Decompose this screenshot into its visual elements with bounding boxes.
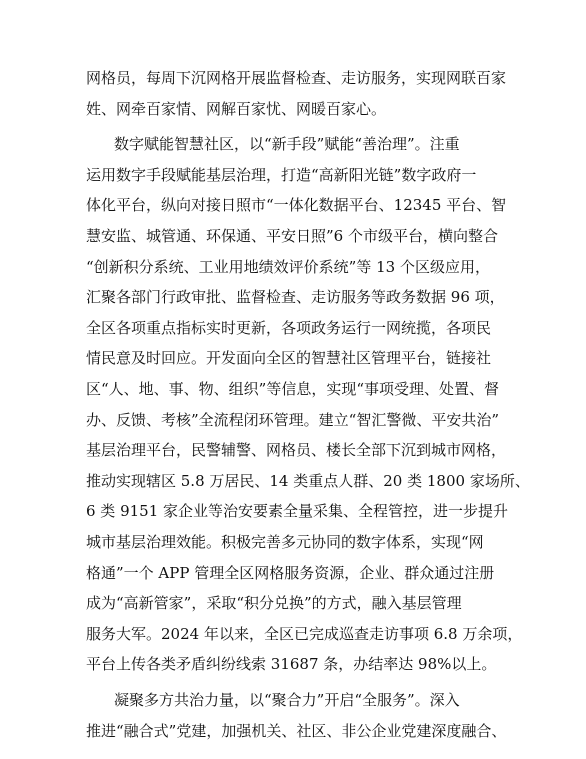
text-line: 格通”一个 APP 管理全区网格服务资源，企业、群众通过注册 (86, 564, 495, 582)
text-line: 服务大军。2024 年以来，全区已完成巡查走访事项 6.8 万余项， (86, 625, 523, 643)
text-line: 情民意及时回应。开发面向全区的智慧社区管理平台，链接社 (86, 349, 492, 367)
text-line: 全区各项重点指标实时更新，各项政务运行一网统揽，各项民 (86, 319, 492, 337)
text-line: 办、反馈、考核”全流程闭环管理。建立“智汇警微、平安共治” (86, 411, 500, 429)
text-line: 区“人、地、事、物、组织”等信息，实现“事项受理、处置、督 (86, 380, 500, 398)
text-line: 平台上传各类矛盾纠纷线索 31687 条，办结率达 98%以上。 (86, 655, 497, 673)
text-line: 推进“融合式”党建，加强机关、社区、非公企业党建深度融合、 (86, 722, 507, 740)
paragraph-first-line: 凝聚多方共治力量，以“聚合力”开启“全服务”。深入 (114, 691, 460, 709)
text-line: 推动实现辖区 5.8 万居民、14 类重点人群、20 类 1800 家场所、 (86, 472, 530, 490)
text-line: 基层治理平台，民警辅警、网格员、楼长全部下沉到城市网格， (86, 441, 507, 459)
text-line: 慧安监、城管通、环保通、平安日照”6 个市级平台，横向整合 (86, 227, 498, 245)
text-line: 成为“高新管家”，采取“积分兑换”的方式，融入基层管理 (86, 594, 462, 612)
text-line: 体化平台，纵向对接日照市“一体化数据平台、12345 平台、智 (86, 196, 507, 214)
text-line: 6 类 9151 家企业等治安要素全量采集、全程管控，进一步提升 (86, 502, 509, 520)
text-line: 运用数字手段赋能基层治理，打造“高新阳光链”数字政府一 (86, 166, 477, 184)
text-line: 姓、网牵百家情、网解百家忧、网暖百家心。 (86, 100, 387, 118)
text-line: 网格员，每周下沉网格开展监督检查、走访服务，实现网联百家 (86, 69, 507, 87)
text-line: “创新积分系统、工业用地绩效评价系统”等 13 个区级应用， (86, 258, 490, 276)
text-line: 城市基层治理效能。积极完善多元协同的数字体系，实现“网 (86, 533, 484, 551)
paragraph-first-line: 数字赋能智慧社区，以“新手段”赋能“善治理”。注重 (114, 135, 460, 153)
text-line: 汇聚各部门行政审批、监督检查、走访服务等政务数据 96 项， (86, 288, 505, 306)
